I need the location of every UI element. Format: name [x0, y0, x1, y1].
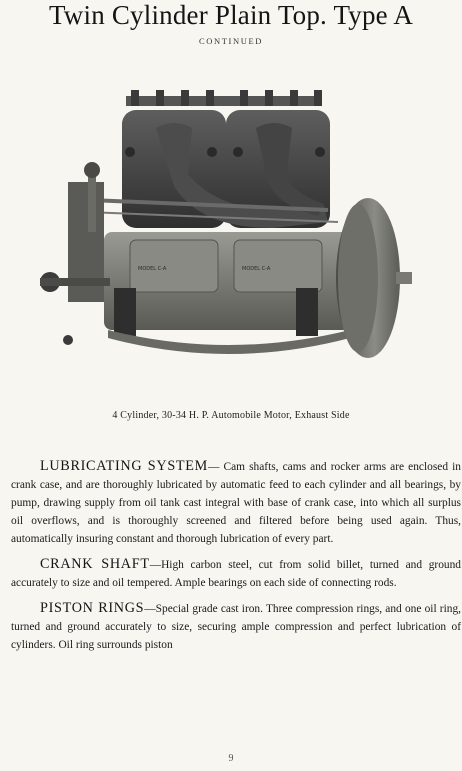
- section-body: —Special grade cast iron. Three compression rings, and one oil ring, turned and ground accurately to size, securing ample compression and perfect lubrication of cylinders. Oil ring surrounds piston: [11, 603, 461, 651]
- section-body: — Cam shafts, cams and rocker arms are enclosed in crank case, and are thoroughly lubricated by automatic feed to each cylinder and all bearings, by pump, drawing supply from oil tank cast integral with base of crank case, into which all surplus oil overflows, and is thoroughly screened and filtered before being used again. Thus, automatically insuring constant and thorough lubrication of every part.: [11, 461, 461, 545]
- paragraph-lubricating-system: [11, 457, 461, 548]
- section-heading: LUBRICATING SYSTEM: [40, 458, 208, 474]
- paragraph-crank-shaft: [11, 555, 461, 592]
- page-number: 9: [228, 753, 234, 764]
- figure-caption: 4 Cylinder, 30-34 H. P. Automobile Motor, Exhaust Side: [112, 410, 350, 421]
- model-plate-label: MODEL C-A: [242, 266, 271, 272]
- section-heading: PISTON RINGS: [40, 600, 145, 616]
- page-title: Twin Cylinder Plain Top. Type A: [48, 0, 414, 30]
- section-body: —High carbon steel, cut from solid billet, turned and ground accurately to size and oil tempered. Ample bearings on each side of connecting rods.: [11, 559, 461, 589]
- body-text: [11, 457, 461, 661]
- model-plate-label: MODEL C-A: [138, 266, 167, 272]
- continued-label: CONTINUED: [199, 36, 263, 46]
- paragraph-piston-rings: [11, 599, 461, 654]
- section-heading: CRANK SHAFT: [40, 556, 150, 572]
- engine-illustration: [28, 82, 428, 382]
